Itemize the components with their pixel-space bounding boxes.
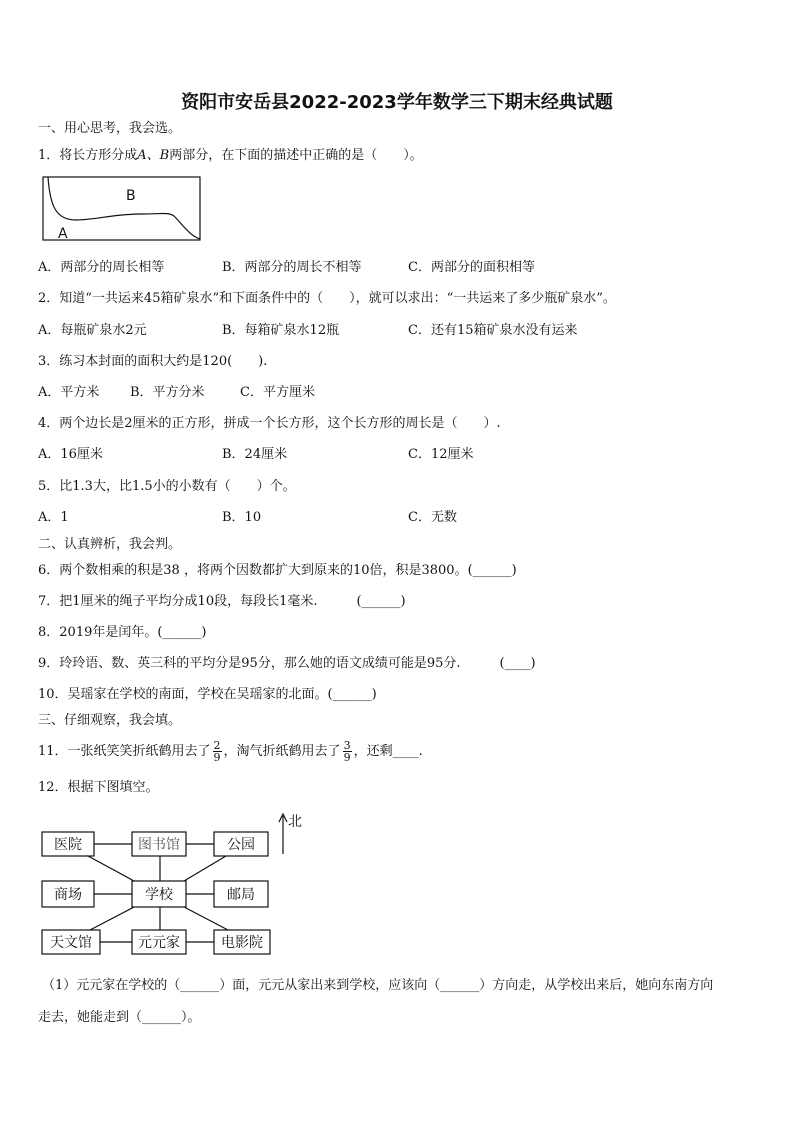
fraction-2-denominator: 9: [343, 751, 351, 764]
question-1-option-a[interactable]: A．两部分的周长相等: [38, 260, 165, 275]
fraction-1-numerator: 2: [213, 739, 221, 752]
label-school: 学校: [145, 887, 173, 903]
fraction-2-9: [213, 740, 222, 763]
question-12-stem: 12．根据下图填空。: [38, 780, 159, 795]
section-heading-1: 一、用心思考，我会选。: [38, 121, 182, 136]
question-1-stem-tail: 两部分，在下面的描述中正确的是（ ）。: [169, 148, 423, 163]
label-library: 图书馆: [138, 837, 180, 853]
question-5-option-a[interactable]: A．1: [38, 510, 69, 525]
label-hospital: 医院: [54, 837, 82, 853]
question-12-sub1-line2: 走去，她能走到（______）。: [38, 1010, 201, 1025]
question-5-option-b[interactable]: B．10: [222, 510, 262, 525]
label-post: 邮局: [227, 887, 255, 903]
judge-question-7: 7．把1厘米的绳子平均分成10段，每段长1毫米. (______): [38, 594, 406, 609]
section-heading-2: 二、认真辨析，我会判。: [38, 537, 182, 552]
question-4-option-a[interactable]: A．16厘米: [38, 447, 103, 462]
region-a-label: A: [58, 226, 68, 242]
question-1-option-c[interactable]: C．两部分的面积相等: [408, 260, 535, 275]
question-3-option-a[interactable]: A．平方米: [38, 385, 100, 400]
question-4-option-c[interactable]: C．12厘米: [408, 447, 474, 462]
question-11-part2: ，淘气折纸鹤用去了: [223, 744, 341, 759]
question-5-stem: 5．比1.3大，比1.5小的小数有（ ）个。: [38, 479, 296, 494]
question-12-sub1-line1: （1）元元家在学校的（______）面，元元从家出来到学校，应该向（______）方向走，从学校出来后，她向东南方向: [42, 978, 714, 993]
section-heading-3: 三、仔细观察，我会填。: [38, 713, 182, 728]
fraction-2-numerator: 3: [343, 739, 351, 752]
question-2-option-c[interactable]: C．还有15箱矿泉水没有运来: [408, 323, 578, 338]
region-b-label: B: [126, 188, 136, 204]
judge-question-10: 10．吴瑶家在学校的南面，学校在吴瑶家的北面。(______): [38, 687, 377, 702]
map-diagram: [38, 810, 308, 960]
dividing-curve: [48, 177, 200, 239]
question-2-option-a[interactable]: A．每瓶矿泉水2元: [38, 323, 147, 338]
north-arrow-icon: [279, 814, 287, 854]
question-2-option-b[interactable]: B．每箱矿泉水12瓶: [222, 323, 340, 338]
question-1-figure: [42, 176, 202, 242]
question-5-option-c[interactable]: C．无数: [408, 510, 457, 525]
label-cinema: 电影院: [221, 935, 263, 951]
question-11: [38, 740, 423, 764]
question-1-option-b[interactable]: B．两部分的周长不相等: [222, 260, 362, 275]
judge-question-9: 9．玲玲语、数、英三科的平均分是95分，那么她的语文成绩可能是95分. (____): [38, 656, 536, 671]
fraction-1-denominator: 9: [213, 751, 221, 764]
question-3-option-b[interactable]: B．平方分米: [130, 385, 205, 400]
question-2-stem: 2．知道“一共运来45箱矿泉水”和下面条件中的（ ），就可以求出：“一共运来了多少瓶矿泉水”。: [38, 291, 616, 306]
question-4-stem: 4．两个边长是2厘米的正方形，拼成一个长方形，这个长方形的周长是（ ）.: [38, 416, 501, 431]
label-yuanyuan-home: 元元家: [138, 935, 180, 951]
page-title: 资阳市安岳县2022-2023学年数学三下期末经典试题: [181, 92, 613, 113]
question-1-stem-head: 1．将长方形分成: [38, 148, 138, 163]
north-label: 北: [288, 814, 302, 830]
question-4-option-b[interactable]: B．24厘米: [222, 447, 288, 462]
label-observatory: 天文馆: [50, 935, 92, 951]
judge-question-6: 6．两个数相乘的积是38 ，将两个因数都扩大到原来的10倍，积是3800。(______): [38, 563, 517, 578]
question-1-stem: [38, 148, 423, 164]
label-mall: 商场: [54, 887, 82, 903]
question-1-stem-vars: A、B: [137, 148, 170, 163]
question-3-stem: 3．练习本封面的面积大约是120( ).: [38, 354, 268, 369]
fraction-3-9: [343, 740, 352, 763]
judge-question-8: 8．2019年是闰年。(______): [38, 625, 207, 640]
question-11-part3: ，还剩____.: [353, 744, 423, 759]
question-3-option-c[interactable]: C．平方厘米: [240, 385, 315, 400]
label-park: 公园: [227, 837, 255, 853]
question-11-part1: 11．一张纸笑笑折纸鹤用去了: [38, 744, 211, 759]
